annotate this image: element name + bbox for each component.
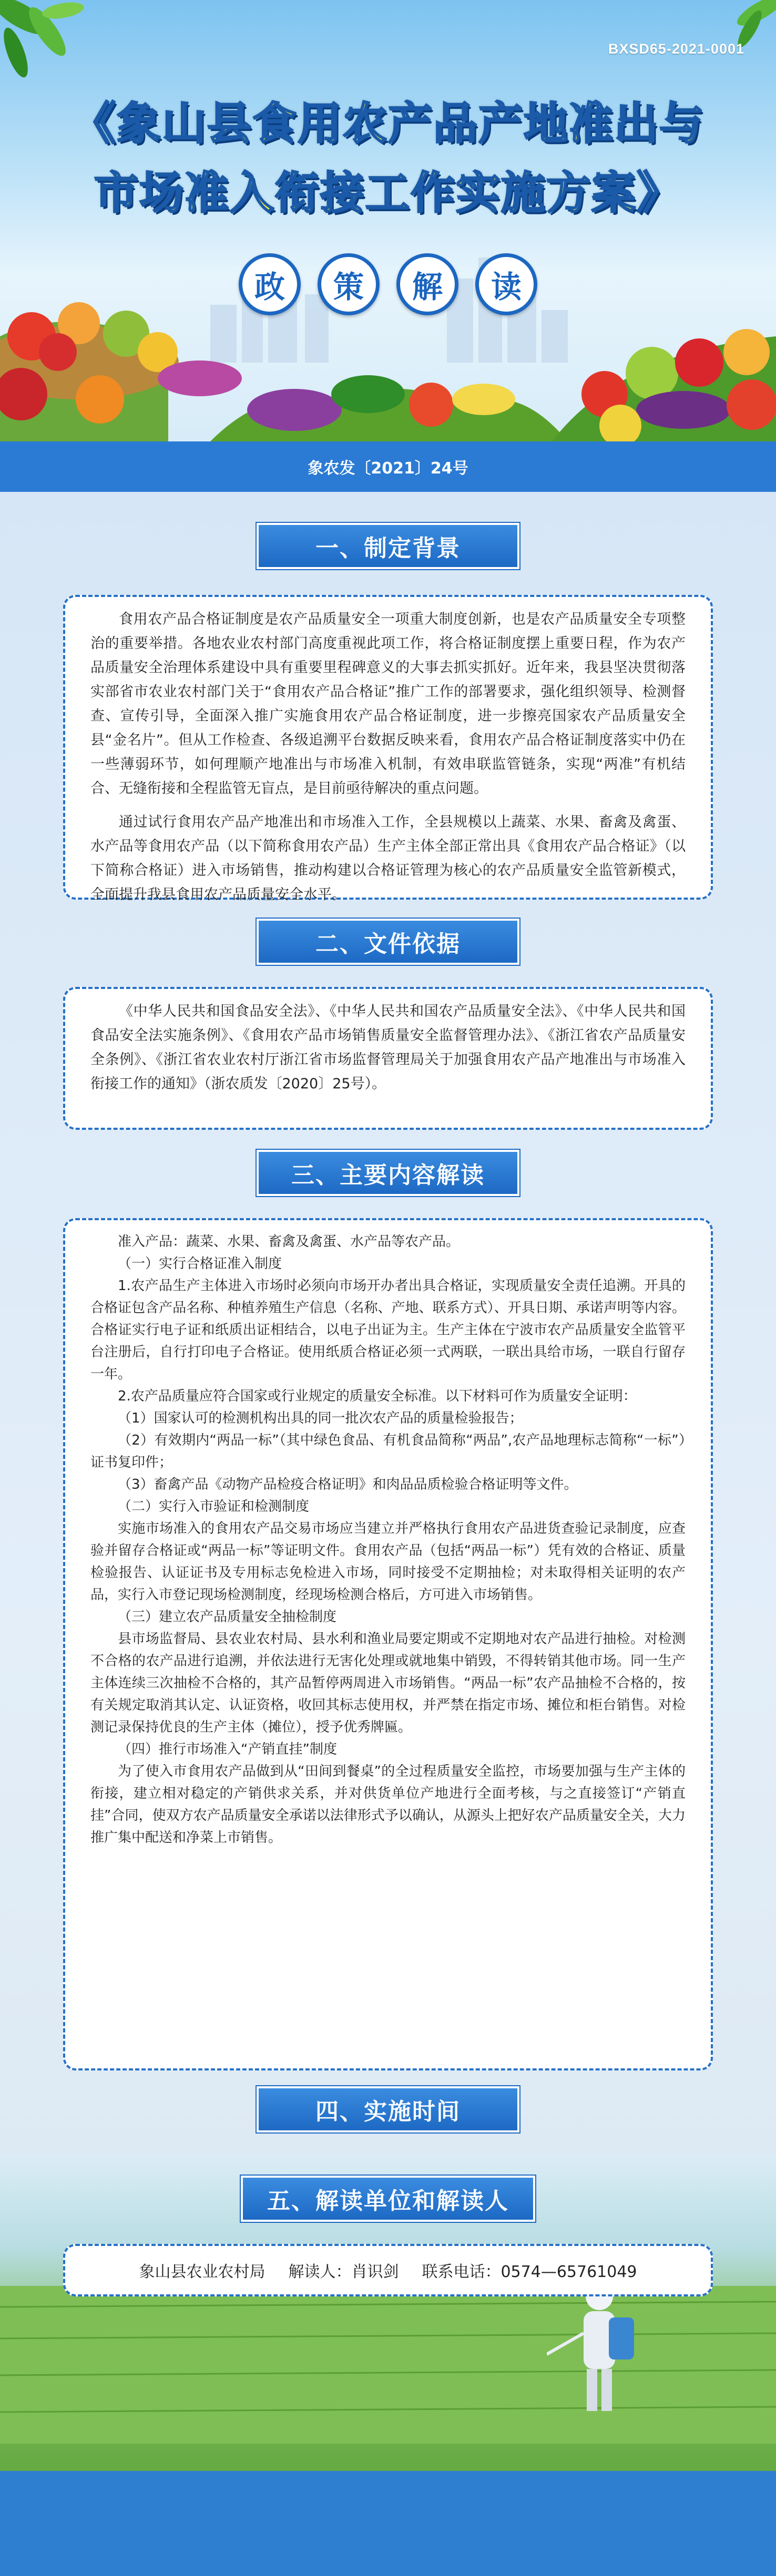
content-subheading: （三）建立农产品质量安全抽检制度	[118, 1609, 337, 1625]
section-title-basis: 二、文件依据	[257, 919, 519, 965]
leaves-decoration-icon	[0, 0, 105, 100]
basis-content-box	[63, 987, 713, 1130]
background-content-box	[63, 595, 713, 903]
content-line: 县市场监督局、县农业农村局、县水利和渔业局要定期或不定期地对农产品进行抽检。对检测不合格的农产品进行追溯，并依法进行无害化处理或就地集中销毁，不得转销其他市场。同一生产主体连续三次抽检不合格的，其产品暂停两周进入市场销售。“两品一标”农产品抽检不合格的，按有关规定取消其认定、认证资格，收回其标志使用权，并严禁在指定市场、摊位和柜台销售。对检测记录保持优良的生产主体（摊位），授予优秀牌匾。	[90, 1631, 686, 1735]
content-line: （1）国家认可的检测机构出具的同一批次农产品的质量检验报告；	[118, 1410, 523, 1426]
badge-char-2: 策	[318, 253, 380, 315]
page-title-line-1: 《象山县食用农产品产地准出与	[71, 97, 704, 149]
section-title-content: 三、主要内容解读	[257, 1150, 519, 1196]
vegetables-illustration-icon	[0, 273, 776, 441]
content-line: 2.农产品质量应符合国家或行业规定的质量安全标准。以下材料可作为质量安全证明：	[118, 1388, 637, 1404]
content-line: 1.农产品生产主体进入市场时必须向市场开办者出具合格证，实现质量安全责任追溯。开具的合格证包含产品名称、种植养殖生产信息（名称、产地、联系方式）、开具日期、承诺声明等内容。合格证实行电子证和纸质出证相结合，以电子出证为主。生产主体在宁波市农产品质量安全监管平台注册后，自行打印电子合格证。使用纸质合格证必须一式两联，一联出具给市场，一联自行留存一年。	[90, 1278, 686, 1382]
footer-area	[0, 2155, 776, 2576]
background-paragraph-1: 食用农产品合格证制度是农产品质量安全一项重大制度创新，也是农产品质量安全专项整治的重要举措。各地农业农村部门高度重视此项工作，将合格证制度摆上重要日程，作为农产品质量安全治理体系建设中具有重要里程碑意义的大事去抓实抓好。近年来，我县坚决贯彻落实部省市农业农村部门关于“食用农产品合格证”推广工作的部署要求，强化组织领导、检测督查、宣传引导，全面深入推广实施食用农产品合格证制度，进一步擦亮国家农产品质量安全县“金名片”。但从工作检查、各级追溯平台数据反映来看，食用农产品合格证制度落实中仍在一些薄弱环节，如何理顺产地准出与市场准入机制，有效串联监管链条，实现“两准”有机结合、无缝衔接和全程监管无盲点，是目前亟待解决的重点问题。	[90, 611, 686, 797]
content-line: （2）有效期内“两品一标”（其中绿色食品、有机食品简称“两品”,农产品地理标志简称“一标”）证书复印件；	[90, 1433, 686, 1470]
interpreter-person: 解读人：肖识剑	[288, 2263, 399, 2281]
content-subheading: （一）实行合格证准入制度	[118, 1256, 282, 1272]
footer-band	[0, 2471, 776, 2576]
interpreter-unit: 象山县农业农村局	[139, 2263, 266, 2281]
section-title-background: 一、制定背景	[257, 523, 519, 569]
document-number: 象农发〔2021〕24号	[0, 441, 776, 492]
leaves-decoration-icon	[702, 0, 776, 68]
badge-char-4: 读	[475, 253, 537, 315]
content-line: 准入产品：蔬菜、水果、畜禽及禽蛋、水产品等农产品。	[118, 1234, 460, 1250]
farmer-spraying-icon	[547, 2275, 652, 2417]
section-title-interpreter: 五、解读单位和解读人	[241, 2176, 535, 2222]
section-title-schedule: 四、实施时间	[257, 2086, 519, 2132]
content-line: 为了使入市食用农产品做到从“田间到餐桌”的全过程质量安全监控，市场要加强与生产主体的衔接，建立相对稳定的产销供求关系，并对供货单位产地进行全面考核，与之直接签订“产销直挂”合同，使双方农产品质量安全承诺以法律形式予以确认，从源头上把好农产品质量安全关，大力推广集中配送和净菜上市销售。	[90, 1764, 686, 1846]
farm-field-icon	[0, 2286, 776, 2444]
content-subheading: （二）实行入市验证和检测制度	[118, 1499, 310, 1514]
content-subheading: （四）推行市场准入“产销直挂”制度	[118, 1742, 337, 1757]
content-line: （3）畜禽产品《动物产品检疫合格证明》和肉品品质检验合格证明等文件。	[118, 1477, 578, 1492]
hero-banner	[0, 0, 776, 441]
interpreter-phone: 联系电话：0574—65761049	[422, 2263, 637, 2281]
main-content	[0, 441, 776, 2155]
content-interpretation-box	[63, 1218, 713, 2070]
background-paragraph-2: 通过试行食用农产品产地准出和市场准入工作，全县规模以上蔬菜、水果、畜禽及禽蛋、水产品等食用农产品（以下简称食用农产品）生产主体全部正常出具《食用农产品合格证》（以下简称合格证）进入市场销售，推动构建以合格证管理为核心的农产品质量安全监管新模式，全面提升我县食用农产品质量安全水平。	[90, 814, 686, 903]
page-title-line-2: 市场准入衔接工作实施方案》	[94, 167, 682, 219]
content-line: 实施市场准入的食用农产品交易市场应当建立并严格执行食用农产品进货查验记录制度，应查验并留存合格证或“两品一标”等证明文件。食用农产品（包括“两品一标”）凭有效的合格证、质量检验报告、认证证书及专用标志免检进入市场，同时接受不定期抽检；对未取得相关证明的农产品，实行入市登记现场检测制度，经现场检测合格后，方可进入市场销售。	[90, 1521, 686, 1603]
document-code: BXSD65-2021-0001	[608, 41, 744, 57]
interpreter-info-box	[63, 2244, 713, 2296]
badge-char-1: 政	[239, 253, 301, 315]
basis-paragraph: 《中华人民共和国食品安全法》、《中华人民共和国农产品质量安全法》、《中华人民共和国食品安全法实施条例》、《食用农产品市场销售质量安全监督管理办法》、《浙江省农产品质量安全条例》、《浙江省农业农村厅浙江省市场监督管理局关于加强食用农产品产地准出与市场准入衔接工作的通知》（浙农质发〔2020〕25号）。	[90, 1003, 686, 1092]
badge-char-3: 解	[396, 253, 458, 315]
